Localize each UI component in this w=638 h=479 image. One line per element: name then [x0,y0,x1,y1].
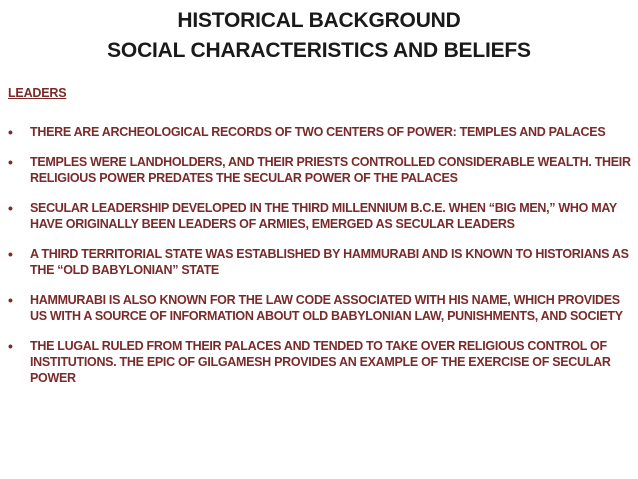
bullet-dot-icon: • [8,292,13,308]
bullet-text: THERE ARE ARCHEOLOGICAL RECORDS OF TWO CENTERS OF POWER: TEMPLES AND PALACES [30,125,606,139]
bullet-item [8,246,632,278]
bullet-text: HAMMURABI IS ALSO KNOWN FOR THE LAW CODE ASSOCIATED WITH HIS NAME, WHICH PROVIDES US WITH A SOURCE OF INFORMATION ABOUT OLD BABYLONIAN LAW, PUNISHMENTS, AND SOCIETY [30,293,623,323]
bullet-text: THE LUGAL RULED FROM THEIR PALACES AND TENDED TO TAKE OVER RELIGIOUS CONTROL OF INSTITUTIONS. THE EPIC OF GILGAMESH PROVIDES AN EXAMPLE OF THE EXERCISE OF SECULAR POWER [30,339,611,385]
bullet-item [8,338,632,386]
bullet-text: SECULAR LEADERSHIP DEVELOPED IN THE THIRD MILLENNIUM B.C.E. WHEN “BIG MEN,” WHO MAY HAVE ORIGINALLY BEEN LEADERS OF ARMIES, EMERGED AS SECULAR LEADERS [30,201,617,231]
bullet-list [8,124,632,400]
bullet-dot-icon: • [8,200,13,216]
bullet-dot-icon: • [8,246,13,262]
bullet-dot-icon: • [8,124,13,140]
bullet-dot-icon: • [8,338,13,354]
section-label-leaders: LEADERS [8,86,67,100]
bullet-text: A THIRD TERRITORIAL STATE WAS ESTABLISHED BY HAMMURABI AND IS KNOWN TO HISTORIANS AS THE “OLD BABYLONIAN” STATE [30,247,629,277]
slide-title-line-2: SOCIAL CHARACTERISTICS AND BELIEFS [107,39,531,62]
bullet-item [8,200,632,232]
bullet-item [8,154,632,186]
bullet-text: TEMPLES WERE LANDHOLDERS, AND THEIR PRIESTS CONTROLLED CONSIDERABLE WEALTH. THEIR RELIGIOUS POWER PREDATES THE SECULAR POWER OF THE PALACES [30,155,631,185]
slide-title-line-1: HISTORICAL BACKGROUND [177,9,461,32]
bullet-item [8,292,632,324]
bullet-dot-icon: • [8,154,13,170]
bullet-item [8,124,632,140]
